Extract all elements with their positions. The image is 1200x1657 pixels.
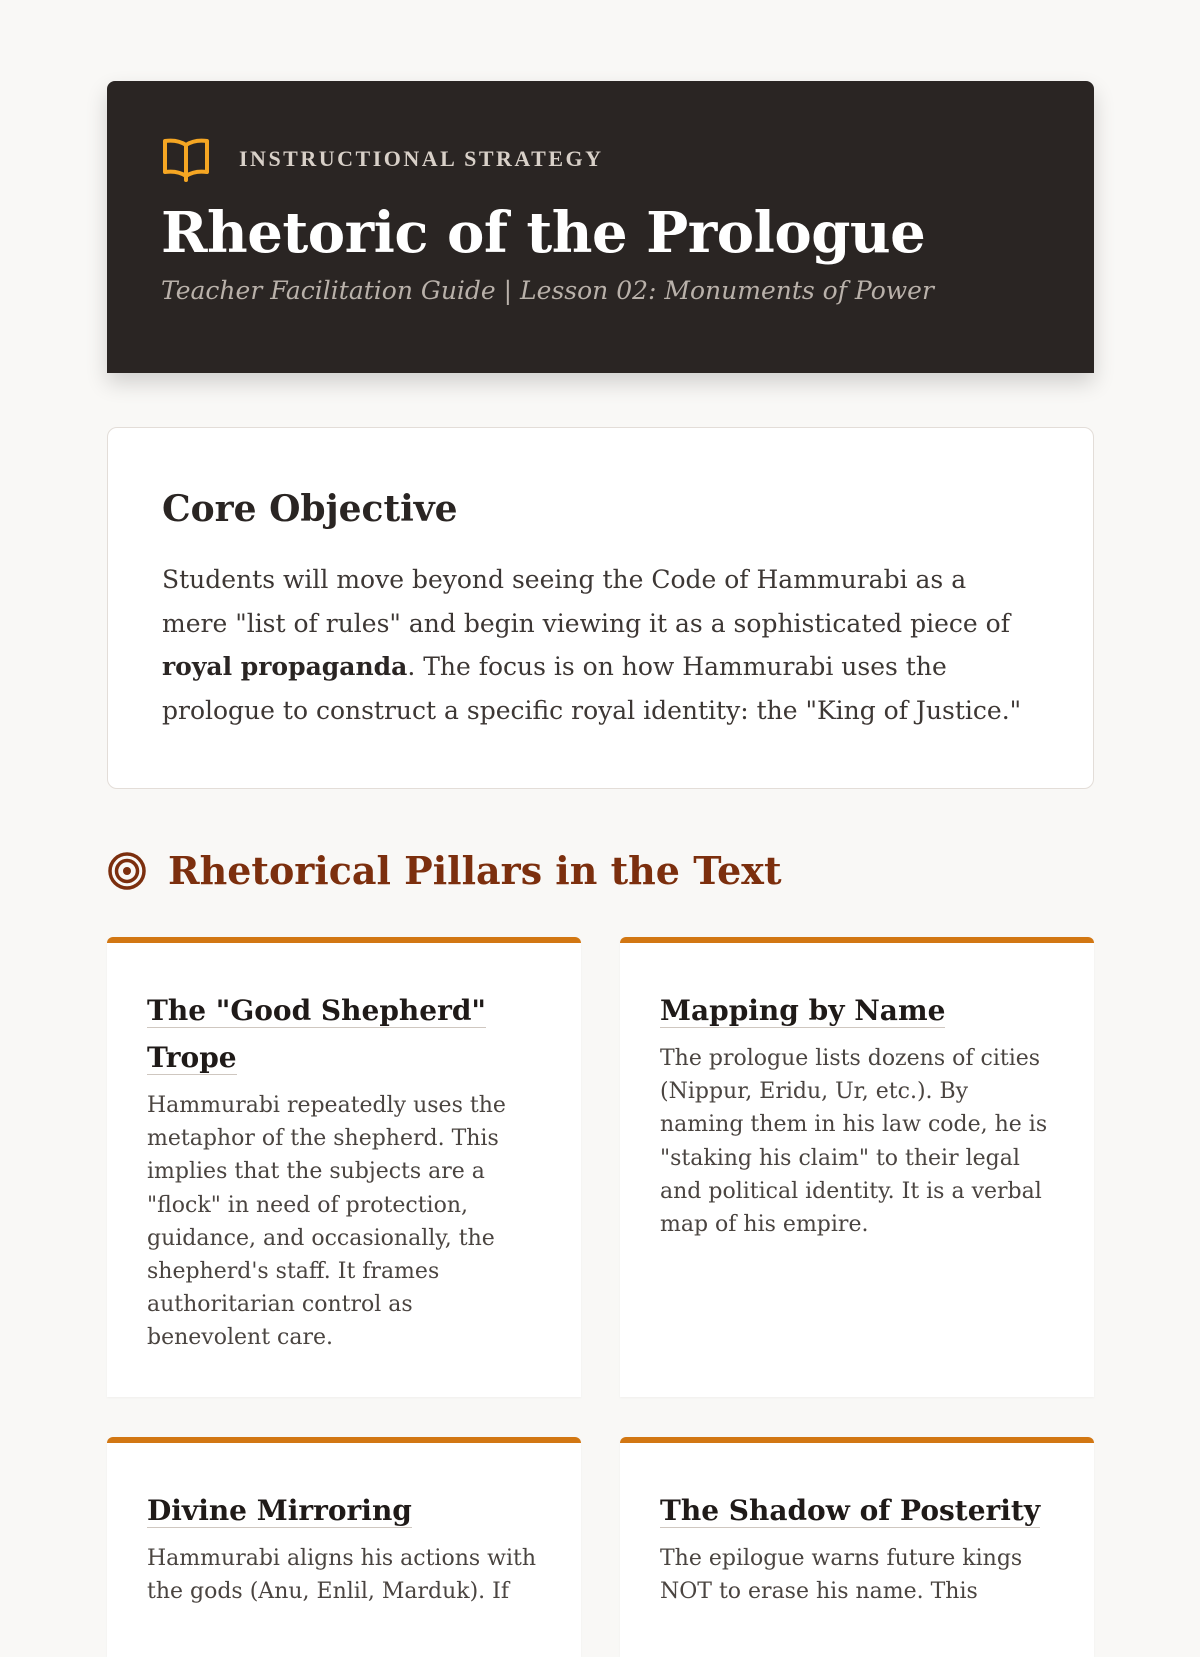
pillar-card-shadow-of-posterity bbox=[620, 1437, 1094, 1657]
pillar-card-body: The epilogue warns future kings NOT to erase his name. This bbox=[660, 1546, 1023, 1605]
pillar-card-title: Divine Mirroring bbox=[147, 1494, 412, 1527]
pillars-section-heading bbox=[107, 846, 782, 896]
core-objective-heading: Core Objective bbox=[162, 488, 458, 530]
header-banner bbox=[107, 81, 1094, 373]
page-title: Rhetoric of the Prologue bbox=[161, 200, 926, 266]
pillar-card-body: Hammurabi repeatedly uses the metaphor of the shepherd. This implies that the subjects are a "flock" in need of protection, guidance, and occasionally, the shepherd's staff. It frames authoritarian control as benevolent care. bbox=[147, 1093, 506, 1351]
objective-emphasis: royal propaganda bbox=[162, 652, 408, 681]
core-objective-text bbox=[162, 558, 1039, 732]
objective-text-before: Students will move beyond seeing the Code of Hammurabi as a mere "list of rules" and begin viewing it as a sophisticated piece of bbox=[162, 565, 1010, 638]
pillar-card-title: The Shadow of Posterity bbox=[660, 1494, 1041, 1527]
pillar-card-title: Mapping by Name bbox=[660, 994, 946, 1027]
eyebrow-label: INSTRUCTIONAL STRATEGY bbox=[239, 146, 604, 171]
objective-text-after: . The focus is on how Hammurabi uses the prologue to construct a specific royal identity: the "King of Justice." bbox=[162, 652, 1022, 725]
page-subtitle: Teacher Facilitation Guide | Lesson 02: Monuments of Power bbox=[161, 276, 934, 305]
book-icon bbox=[161, 136, 211, 182]
pillar-card-divine-mirroring bbox=[107, 1437, 581, 1657]
core-objective-card bbox=[107, 427, 1094, 789]
pillar-card-body: The prologue lists dozens of cities (Nippur, Eridu, Ur, etc.). By naming them in his law code, he is "staking his claim" to their legal and political identity. It is a verbal map of his empire. bbox=[660, 1046, 1048, 1238]
pillar-card-body: Hammurabi aligns his actions with the gods (Anu, Enlil, Marduk). If bbox=[147, 1546, 537, 1605]
pillar-card-title: The "Good Shepherd" Trope bbox=[147, 994, 486, 1074]
pillars-heading: Rhetorical Pillars in the Text bbox=[168, 848, 782, 893]
pillar-card-good-shepherd bbox=[107, 937, 581, 1397]
target-icon bbox=[107, 851, 147, 891]
eyebrow-row bbox=[161, 136, 1040, 182]
pillar-card-mapping-by-name bbox=[620, 937, 1094, 1397]
